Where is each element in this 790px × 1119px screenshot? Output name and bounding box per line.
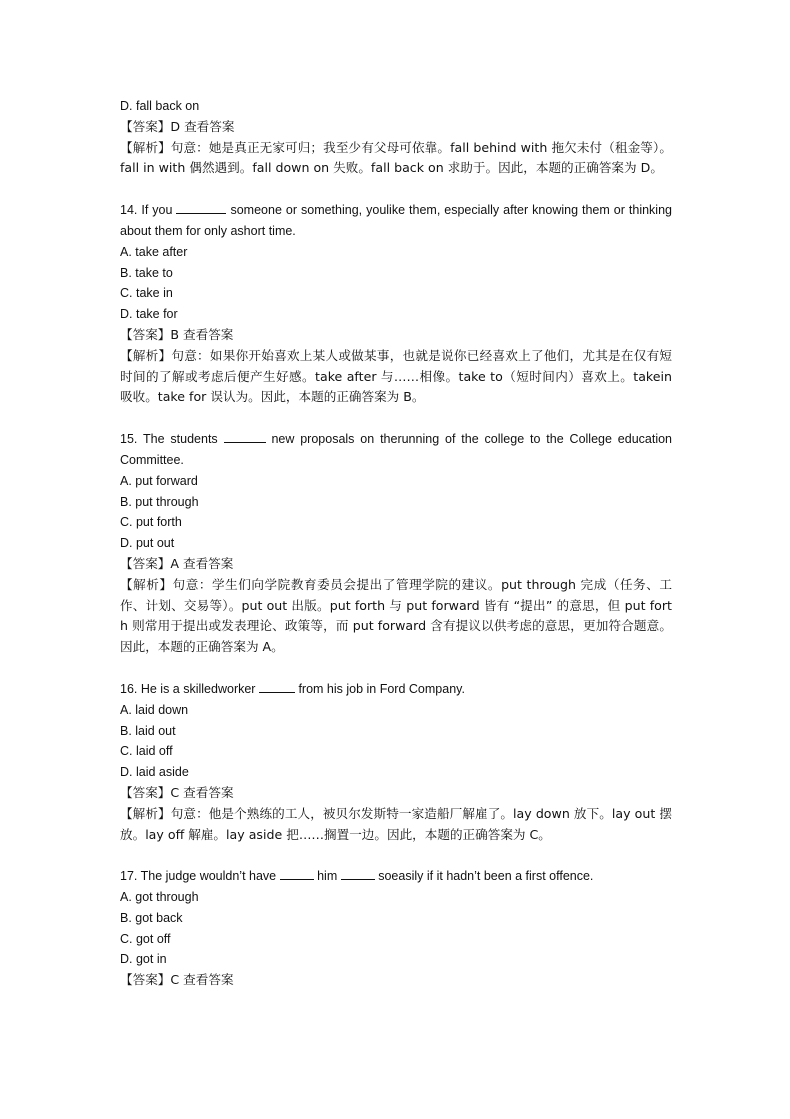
q15-stem — [120, 429, 672, 471]
q15-option-d: D. put out — [120, 536, 175, 551]
spacer — [120, 845, 672, 866]
q14-stem-before: 14. If you — [120, 203, 173, 218]
q17-stem — [120, 866, 672, 887]
spacer — [120, 179, 672, 200]
q14-stem-after: someone or something, youlike them, especially after knowing them or thinking about them for only ashort time. — [120, 203, 672, 238]
q15-option-c: C. put forth — [120, 515, 182, 530]
q14-option-d: D. take for — [120, 307, 178, 322]
q15-answer: 【答案】A 查看答案 — [120, 555, 234, 571]
q16-blank — [259, 681, 295, 693]
q17-stem-after: soeasily if it hadn’t been a first offence. — [378, 869, 594, 884]
q17-answer: 【答案】C 查看答案 — [120, 972, 234, 988]
q16-stem-before: 16. He is a skilledworker — [120, 681, 256, 696]
q13-answer: 【答案】D 查看答案 — [120, 118, 235, 134]
q14-analysis: 【解析】句意：如果你开始喜欢上某人或做某事，也就是说你已经喜欢上了他们，尤其是在仅有短时间的了解或考虑后便产生好感。take after 与……相像。take to（短时间内）喜欢上。takein 吸收。take for 误认为。因此，本题的正确答案为 B。 — [120, 347, 672, 405]
q16-analysis: 【解析】句意：他是个熟练的工人，被贝尔发斯特一家造船厂解雇了。lay down 放下。lay out 摆放。lay off 解雇。lay aside 把……搁置一边。因此，本题的正确答案为 C。 — [120, 805, 672, 842]
q17-blank-1 — [280, 868, 314, 880]
q16-option-a: A. laid down — [120, 702, 189, 717]
document-page — [120, 96, 672, 991]
q17-option-c: C. got off — [120, 931, 171, 946]
q14-option-c: C. take in — [120, 286, 173, 301]
q15-analysis: 【解析】句意：学生们向学院教育委员会提出了管理学院的建议。put through 完成（任务、工作、计划、交易等）。put out 出版。put forth 与 put forward 皆有 “提出” 的意思，但 put forth 则常用于提出或发表理论、政策等，而 put forward 含有提议以供考虑的意思，更加符合题意。因此，本题的正确答案为 A。 — [120, 576, 672, 655]
q14-stem — [120, 200, 672, 242]
spacer — [120, 408, 672, 429]
q16-answer: 【答案】C 查看答案 — [120, 784, 234, 800]
q14-option-a: A. take after — [120, 244, 188, 259]
q17-blank-2 — [341, 868, 375, 880]
q17-stem-before: 17. The judge wouldn’t have — [120, 869, 277, 884]
q17-stem-middle: him — [317, 869, 338, 884]
q16-stem — [120, 679, 672, 700]
q17-option-a: A. got through — [120, 890, 199, 905]
q17-option-d: D. got in — [120, 952, 167, 967]
spacer — [120, 658, 672, 679]
q13-option-d: D. fall back on — [120, 99, 200, 113]
q16-stem-after: from his job in Ford Company. — [298, 681, 465, 696]
q14-blank — [176, 202, 226, 214]
q15-blank — [224, 431, 266, 443]
q16-option-c: C. laid off — [120, 744, 173, 759]
q14-answer: 【答案】B 查看答案 — [120, 326, 234, 342]
q13-analysis: 【解析】句意：她是真正无家可归；我至少有父母可依靠。fall behind with 拖欠未付（租金等）。fall in with 偶然遇到。fall down on 失败。fall back on 求助于。因此，本题的正确答案为 D。 — [120, 139, 672, 176]
q14-option-b: B. take to — [120, 265, 173, 280]
q15-option-a: A. put forward — [120, 473, 198, 488]
q15-stem-after: new proposals on therunning of the college to the College education Committee. — [120, 432, 673, 467]
q15-stem-before: 15. The students — [120, 432, 218, 447]
q16-option-d: D. laid aside — [120, 765, 189, 780]
q15-option-b: B. put through — [120, 494, 199, 509]
q17-option-b: B. got back — [120, 910, 183, 925]
q16-option-b: B. laid out — [120, 723, 176, 738]
